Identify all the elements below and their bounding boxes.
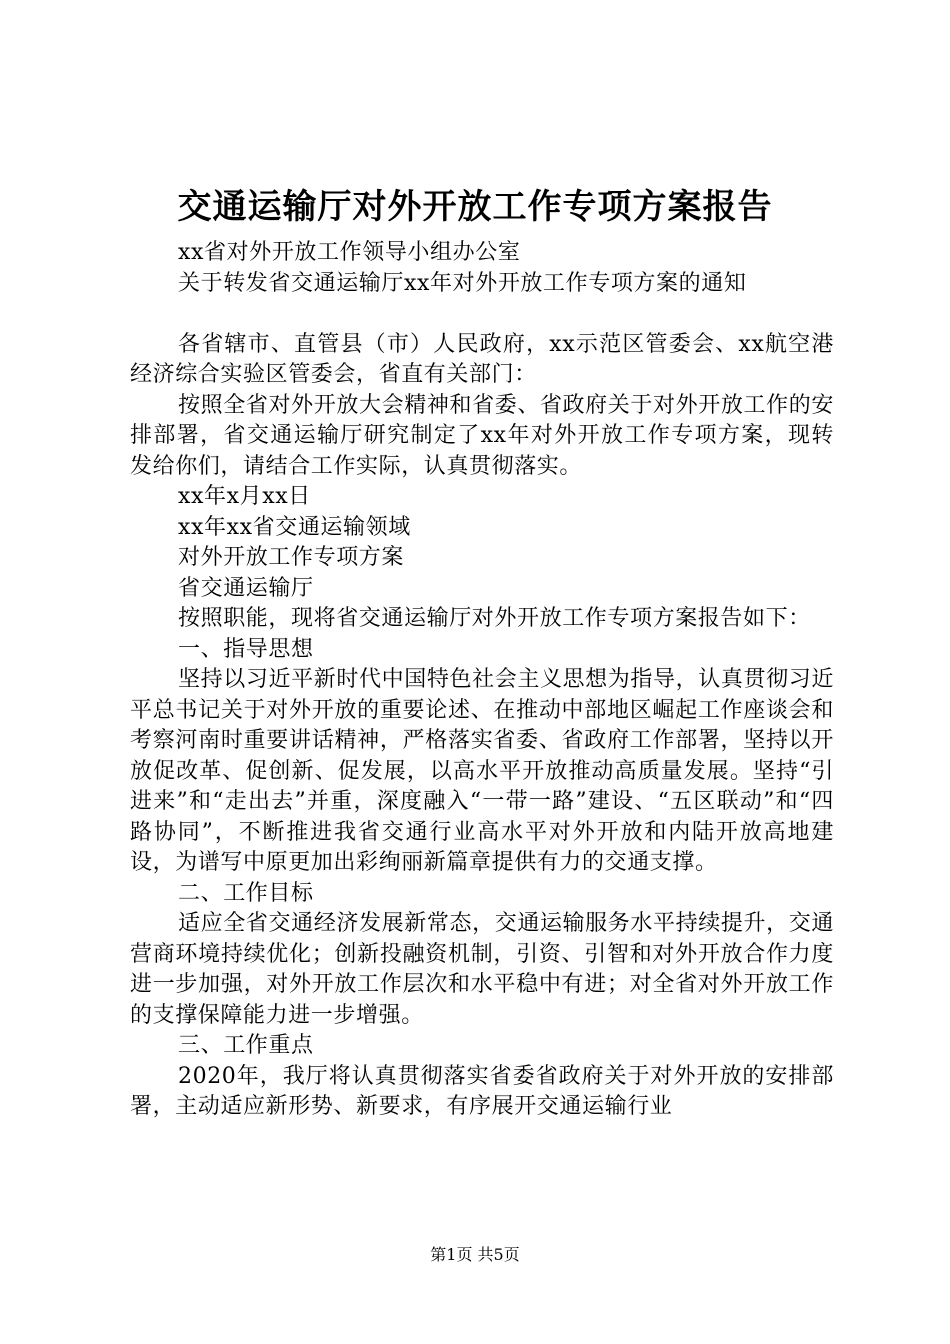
page-footer: 第1页 共5页 (430, 1245, 520, 1264)
paragraph: 2020年，我厅将认真贯彻落实省委省政府关于对外开放的安排部署，主动适应新形势、新要求，有序展开交通运输行业 (130, 1063, 834, 1119)
paragraph: 各省辖市、直管县（市）人民政府，xx示范区管委会、xx航空港经济综合实验区管委会，省直有关部门： (130, 331, 834, 387)
paragraph: 适应全省交通经济发展新常态，交通运输服务水平持续提升，交通营商环境持续优化；创新投融资机制，引资、引智和对外开放合作力度进一步加强，对外开放工作层次和水平稳中有进；对全省对外开放工作的支撑保障能力进一步增强。 (130, 911, 834, 1028)
paragraph: 坚持以习近平新时代中国特色社会主义思想为指导，认真贯彻习近平总书记关于对外开放的重要论述、在推动中部地区崛起工作座谈会和考察河南时重要讲话精神，严格落实省委、省政府工作部署，坚持以开放促改革、促创新、促发展，以高水平开放推动高质量发展。坚持“引进来”和“走出去”并重，深度融入“一带一路”建设、“五区联动”和“四路协同”，不断推进我省交通行业高水平对外开放和内陆开放高地建设，为谱写中原更加出彩绚丽新篇章提供有力的交通支撑。 (130, 667, 834, 875)
paragraph: 对外开放工作专项方案 (178, 545, 405, 570)
document-body (130, 238, 834, 1123)
document-title: 交通运输厅对外开放工作专项方案报告 (177, 187, 773, 227)
section-heading: 三、工作重点 (178, 1033, 314, 1058)
paragraph: 关于转发省交通运输厅xx年对外开放工作专项方案的通知 (178, 270, 747, 296)
section-heading: 二、工作目标 (178, 880, 314, 906)
paragraph: 省交通运输厅 (178, 575, 314, 601)
paragraph: xx年x月xx日 (178, 484, 311, 509)
paragraph: 按照职能，现将省交通运输厅对外开放工作专项方案报告如下： (178, 606, 811, 631)
paragraph: xx省对外开放工作领导小组办公室 (178, 240, 521, 265)
section-heading: 一、指导思想 (178, 636, 314, 662)
paragraph: xx年xx省交通运输领域 (178, 514, 411, 540)
paragraph: 按照全省对外开放大会精神和省委、省政府关于对外开放工作的安排部署，省交通运输厅研究制定了xx年对外开放工作专项方案，现转发给你们，请结合工作实际，认真贯彻落实。 (130, 392, 834, 479)
blank-line (130, 299, 834, 330)
